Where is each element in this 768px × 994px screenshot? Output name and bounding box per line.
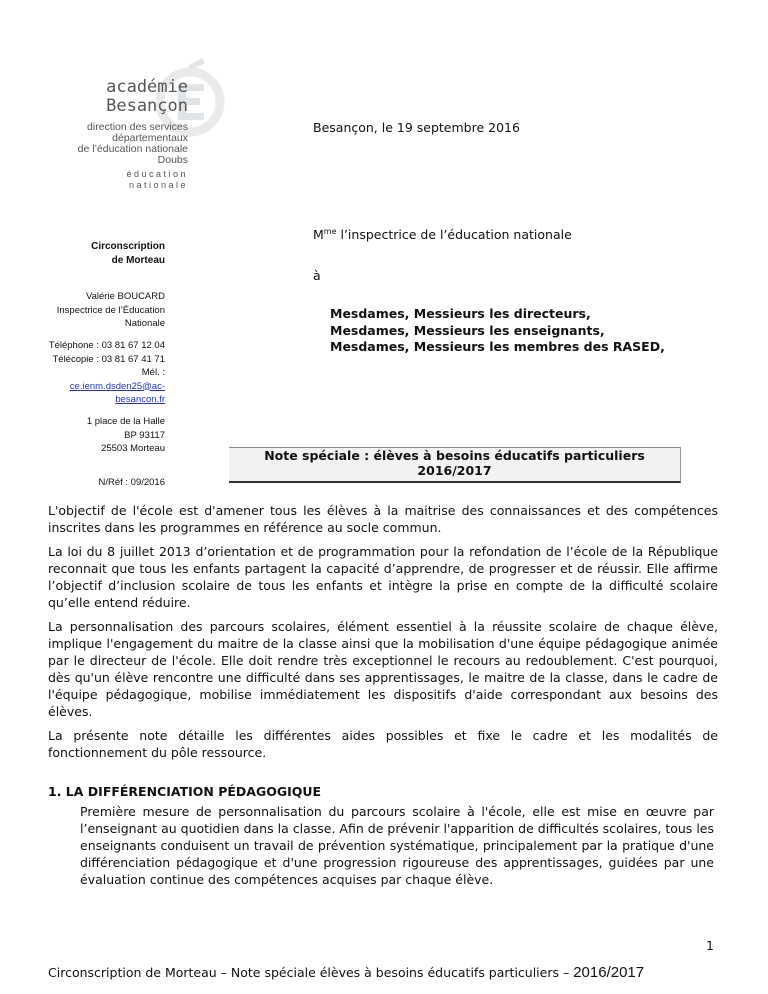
- contact-info: [49, 339, 165, 407]
- address-line: BP 93117: [124, 429, 165, 441]
- academie-logo: [50, 60, 210, 208]
- address-line: 1 place de la Halle: [86, 416, 165, 427]
- logo-text: départementaux: [112, 132, 188, 144]
- inspector-title: Nationale: [124, 318, 165, 329]
- page-number: 1: [706, 938, 714, 953]
- circ-line: de Morteau: [111, 254, 165, 266]
- sender-rest: l’inspectrice de l’éducation nationale: [336, 227, 572, 243]
- paragraph: La présente note détaille les différentes aides possibles et fixe le cadre et les modalités de fonctionnement du pôle ressource.: [48, 728, 718, 760]
- logo-text: Besançon: [106, 96, 188, 116]
- sender-line: [313, 227, 572, 242]
- email-link[interactable]: besancon.fr: [115, 394, 165, 405]
- address-line: 25503 Morteau: [101, 443, 165, 454]
- sender-sup: me: [323, 227, 337, 236]
- inspector-name: Valérie BOUCARD: [85, 291, 165, 302]
- recipients: [330, 306, 665, 356]
- inspector-title: Inspectrice de l’Éducation: [56, 304, 165, 316]
- logo-text: de l’éducation nationale: [77, 143, 188, 155]
- section-heading: 1. LA DIFFÉRENCIATION PÉDAGOGIQUE: [48, 784, 322, 799]
- fax: Télécopie : 03 81 67 41 71: [52, 353, 165, 365]
- paragraph: La personnalisation des parcours scolaires, élément essentiel à la réussite scolaire de chaque élève, implique l'engagement du maitre de la classe ainsi que la mobilisation d'une équipe pédagogique animée par le directeur de l'école. Elle doit rendre très exceptionnel le recours au redoublement. C'est pourquoi, dès qu'un élève rencontre une difficulté dans ses apprentissages, le maitre de la classe, dans le cadre de l'équipe pédagogique, mobilise immédiatement les dispositifs d'aide correspondant aux besoins des élèves.: [48, 619, 718, 719]
- reference: N/Réf : 09/2016: [98, 477, 165, 488]
- footer-year: 2016/2017: [573, 964, 645, 981]
- email-label: Mél. :: [141, 367, 165, 378]
- body-text: [48, 502, 718, 888]
- circ-line: Circonscription: [91, 241, 165, 252]
- inspector-info: [57, 290, 165, 331]
- paragraph: La loi du 8 juillet 2013 d’orientation et de programmation pour la refondation de l’école de la République reconnait que tous les enfants partagent la capacité d’apprendre, de progresser et de réussir. Elle affirme l’objectif d’inclusion scolaire de tous les enfants et intègre la prise en compte de la difficulté scolaire qu’elle entend réduire.: [48, 544, 718, 610]
- note-title: Note spéciale : élèves à besoins éducatifs particuliers: [264, 448, 645, 463]
- recipient-line: Mesdames, Messieurs les enseignants,: [330, 322, 605, 338]
- recipient-line: Mesdames, Messieurs les directeurs,: [330, 306, 591, 321]
- recipient-line: Mesdames, Messieurs les membres des RASED,: [330, 339, 665, 354]
- note-title-box: [229, 447, 681, 483]
- date-line: Besançon, le 19 septembre 2016: [313, 120, 520, 135]
- note-year: 2016/2017: [417, 463, 492, 478]
- phone: Téléphone : 03 81 67 12 04: [48, 340, 165, 351]
- logo-text: académie: [106, 77, 188, 97]
- logo-text: direction des services: [87, 121, 188, 133]
- sender-m: M: [313, 227, 324, 243]
- footer-text: Circonscription de Morteau – Note spéciale élèves à besoins éducatifs particuliers –: [48, 965, 574, 980]
- circonscription: [91, 240, 165, 267]
- paragraph: L'objectif de l'école est d'amener tous les élèves à la maitrise des connaissances et des compétences inscrites dans les programmes en référence au socle commun.: [48, 503, 718, 535]
- section-paragraph: Première mesure de personnalisation du parcours scolaire à l'école, elle est mise en œuvre par l’enseignant au quotidien dans la classe. Afin de prévenir l'apparition de difficultés scolaires, tous les enseignants conduisent un travail de prévention systématique, principalement par la pratique d'une différenciation pédagogique et d'une progression rigoureuse des apprentissages, guidées par une évaluation continue des compétences acquises par chaque élève.: [80, 804, 714, 887]
- address: [87, 415, 165, 456]
- footer: [48, 964, 644, 981]
- logo-text: nationale: [128, 180, 188, 190]
- logo-text: Doubs: [157, 154, 188, 166]
- to-word: à: [313, 268, 321, 283]
- email-link[interactable]: ce.ienm.dsden25@ac-: [69, 380, 165, 392]
- logo-text: éducation: [126, 169, 188, 179]
